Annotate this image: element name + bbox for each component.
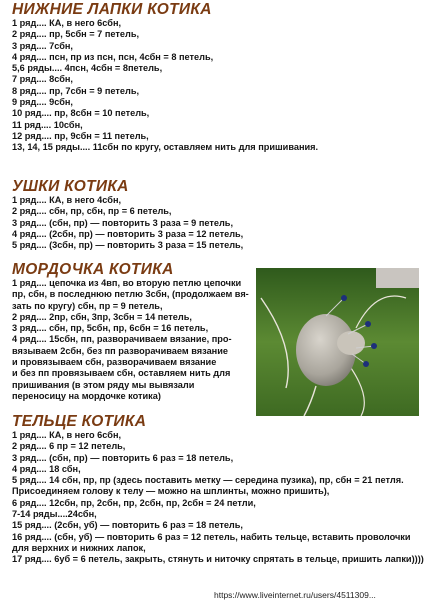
muzzle-lines: [12, 278, 250, 402]
muzzle-line: 2 ряд.... 2пр, сбн, 3пр, 3сбн = 14 петель,: [12, 311, 192, 322]
legs-line: 7 ряд.... 8сбн,: [12, 74, 73, 85]
body-line: 17 ряд.... 6уб = 6 петель, закрыть, стянуть и ниточку спрятать в тельце, пришить лапки)))): [12, 554, 424, 565]
knitted-cat-photo: [256, 268, 419, 416]
muzzle-line: 4 ряд.... 15сбн, пп, разворачиваем вязание, про-: [12, 334, 232, 345]
legs-line: 8 ряд.... пр, 7сбн = 9 петель,: [12, 85, 140, 96]
ears-lines: [12, 195, 422, 251]
muzzle-line: вязываем 2сбн, без пп разворачиваем вязание: [12, 345, 228, 356]
legs-line: 4 ряд.... псн, пр из псн, псн, 4сбн = 8 петель,: [12, 51, 214, 62]
legs-line: 1 ряд.... КА, в него 6сбн,: [12, 18, 122, 28]
section-legs: [12, 2, 422, 154]
legs-line: 3 ряд.... 7сбн,: [12, 40, 73, 51]
body-line: 6 ряд.... 12сбн, пр, 2сбн, пр, 2сбн, пр, 2сбн = 24 петли,: [12, 497, 256, 508]
muzzle-line: 3 ряд.... сбн, пр, 5сбн, пр, 6сбн = 16 петель,: [12, 323, 209, 334]
muzzle-line: 1 ряд.... цепочка из 4вп, во вторую петлю цепочки: [12, 278, 242, 288]
muzzle-line: зать по кругу) сбн, пр = 9 петель,: [12, 300, 163, 311]
body-line: 16 ряд.... (сбн, уб) — повторить 6 раз = 12 петель, набить тельце, вставить проволочки: [12, 531, 411, 542]
legs-line: 11 ряд.... 10сбн,: [12, 119, 83, 130]
section-body: [12, 414, 422, 566]
heading-muzzle: МОРДОЧКА КОТИКА: [12, 261, 174, 278]
section-ears: [12, 179, 422, 251]
body-lines: [12, 430, 422, 566]
body-line: для верхних и нижних лапок,: [12, 542, 146, 553]
legs-line: 13, 14, 15 ряды.... 11сбн по кругу, оставляем нить для пришивания.: [12, 142, 319, 153]
section-muzzle: [12, 262, 250, 402]
source-url[interactable]: https://www.liveinternet.ru/users/4511309...: [214, 590, 376, 600]
body-line: 15 ряд.... (2сбн, уб) — повторить 6 раз = 18 петель,: [12, 520, 243, 531]
legs-line: 12 ряд.... пр, 9сбн = 11 петель,: [12, 130, 149, 141]
legs-lines: [12, 18, 422, 154]
body-line: 2 ряд.... 6 пр = 12 петель,: [12, 441, 126, 452]
muzzle-line: и провязываем сбн, разворачиваем вязание: [12, 357, 217, 368]
ears-line: 3 ряд.... (сбн, пр) — повторить 3 раза = 9 петель,: [12, 217, 234, 228]
ears-line: 2 ряд.... сбн, пр, сбн, пр = 6 петель,: [12, 206, 172, 217]
heading-legs: НИЖНИЕ ЛАПКИ КОТИКА: [12, 1, 212, 18]
ears-line: 4 ряд.... (2сбн, пр) — повторить 3 раза = 12 петель,: [12, 228, 244, 239]
legs-line: 2 ряд.... пр, 5сбн = 7 петель,: [12, 29, 140, 40]
muzzle-line: пр, сбн, в последнюю петлю 3сбн, (продолжаем вя-: [12, 289, 249, 300]
heading-body: ТЕЛЬЦЕ КОТИКА: [12, 413, 147, 430]
muzzle-line: пришивания (в этом ряду мы вывязали: [12, 379, 195, 390]
body-line: 3 ряд.... (сбн, пр) — повторить 6 раз = 18 петель,: [12, 452, 234, 463]
ears-line: 1 ряд.... КА, в него 4сбн,: [12, 195, 122, 205]
legs-line: 9 ряд.... 9сбн,: [12, 97, 73, 108]
body-line: 1 ряд.... КА, в него 6сбн,: [12, 430, 122, 440]
body-line: 5 ряд.... 14 сбн, пр, пр (здесь поставить метку — середина пузика), пр, сбн = 21 петля.: [12, 475, 404, 486]
muzzle-line: переносицу на мордочке котика): [12, 390, 161, 401]
heading-ears: УШКИ КОТИКА: [12, 178, 129, 195]
ears-line: 5 ряд.... (3сбн, пр) — повторить 3 раза = 15 петель,: [12, 240, 244, 251]
body-line: Присоединяем голову к телу — можно на шплинты, можно пришить),: [12, 486, 330, 497]
legs-line: 10 ряд.... пр, 8сбн = 10 петель,: [12, 108, 150, 119]
body-line: 7-14 ряды....24сбн,: [12, 509, 97, 520]
body-line: 4 ряд.... 18 сбн,: [12, 463, 81, 474]
legs-line: 5,6 ряды.... 4псн, 4сбн = 8петель,: [12, 63, 163, 74]
muzzle-line: и без пп провязываем сбн, оставляем нить для: [12, 368, 231, 379]
